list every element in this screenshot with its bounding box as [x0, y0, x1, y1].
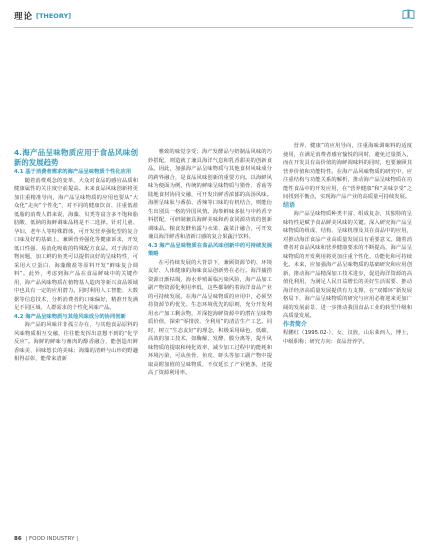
paragraph: 雅致的味觉享受；海产发酵品与奶制品风味的巧妙搭配，则造就了兼具海洋气息和乳香甜美的创新食品。因此，加强海产品呈味物质与其他食材风味成分的跨界融合，是食品风味创新的重要方向。以海鲜风味为便面为例，传统的鲜味呈味物质与猪骨、香菇等陆地食材协同交融，可开发出鲜香浓郁的高汤风味。海胆呈味肽与番茄、香辣等口味的有机结合，则能衍生出别具一格的异国风情。海参鲜味多肽与中药香辛料搭配，可研制兼具海鲜美味和药食同源功效的创新调味品。粮食发酵鱼露与水果、蔬菜汁融合，可开发兼具海洋鲜香和清新口感的复合果蔬汁饮料。: [148, 149, 272, 241]
paragraph: 营养、健康”的应用导向，注重海味调味料的适度使用，在满足消费者感官愉悦的同时，避免过量摄入，而在开发具有高价值的海鲜调味料的同时，也要兼顾其营养价值和功能特性。在海产品风味物质的研究中，应注重结构与功能关系的解析，推动海产品呈味物质在功能性食品中的开发应用，在“营养健康”和“美味享受”之间找到平衡点，实现海产品产业的高质量可持续发展。: [283, 143, 412, 201]
paragraph: 海产品呈味物质种类丰富、组成复杂，其独特的呈味特性是赋予食品鲜美风味的关键。深入研究海产品呈味物质的组成、结构、呈味机理及其在食品中的应用，对推动海洋食品产业高质量发展具有重要意义。随着消费者对食品风味和营养健康要求的不断提高，海产品呈味物质的开发利用将更加注重个性化、功能化和可持续化。未来，应加强海产品呈味物质的基础研究和应用创新，推动海产品精深加工技术进步，促进海洋资源的高值化利用，为满足人民日益增长的美好生活需要、推动海洋经济高质量发展提供有力支撑。在“双循环”新发展格局下，海产品呈味物质的研究与应用必将迎来更加广阔的发展前景，进一步推动我国食品工业的转型升级和高质量发展。: [283, 211, 412, 320]
conclusion-heading: 结语: [283, 201, 296, 209]
page-footer: [14, 536, 78, 542]
paragraph: 海产品的风味并非孤立存在，与其他食品原料的风味物质相互交融，往往能发挥出意想不到的“化学反应”。海鲜的鲜味与畜肉的醇香融合，能创造出鲜香味美、回味悠长的美味；海藻的清鲜与山珍的野趣相得益彰，能带来清新: [14, 322, 138, 363]
subheading-4-1: 4.1 基于消费者需求的海产品呈味物质个性化应用: [14, 169, 132, 175]
book-icon: [401, 8, 415, 20]
header-divider: [14, 27, 413, 28]
section-tag: [THEORY]: [36, 12, 72, 20]
paragraph: 在可持续发展的大背景下，兼顾资源节约、环境友好、人体健康的海味食品创新势在必行。海洋捕捞资源日渐枯竭，海水养殖面临污染风险，海产品加工副产物资源化利用率低，这些都制约着海洋食品产业的可持续发展。在海产品呈味物质的应用中，必须坚持资源节约优先、生态环境优先的原则，充分开发利用水产加工剩余物，并深挖海鲜资源中的潜在呈味物质价值，探索“零排放、全利用”的清洁生产工艺。同时，树立“生态友好”的理念，积极采用绿色、低碳、高效的加工技术，如酶解、发酵、膜分离等，提升风味物质的提取和纯化效率，减少加工过程中的能耗和环境污染，可从鱼骨、鱼皮、虾头等加工副产物中提取高附加值的呈味物质，不仅延长了产业链条，还提高了资源利用率。: [148, 259, 272, 377]
column-1: [14, 148, 138, 364]
subheading-4-2: 4.2 海产品呈味物质与其他风味成分的协同创新: [14, 313, 126, 320]
section-heading-4: 4.海产品呈味物质应用于食品风味创新的发展趋势: [14, 148, 138, 167]
page-header: [14, 8, 71, 24]
journal-name: | FOOD INDUSTRY |: [25, 536, 79, 542]
author-bio: 程鹏红（1995.02-），女，汉族，山东莱西人，博士，中级职称；研究方向：食品营养学。: [283, 330, 412, 345]
page-number: 86: [14, 536, 22, 542]
subheading-4-3: 4.3 海产品呈味物质在食品风味创新中的可持续发展策略: [148, 242, 272, 258]
section-title: 理论: [14, 12, 34, 22]
paragraph: 随着消费观念的变革，大众对食品的感官品质和健康属性的关注度空前提高。未来食品风味创新将更加注重精准导向，海产品呈味物质的应用也要从“大众化”走向“个性化”，对不同的健康饮食、注重低盐低脂的消费人群来说，海藻、贝类等富含多不饱和脂肪酸、低钠的海鲜调味品将是不二选择。针对儿童、孕妇、老年人等特殊群体，可开发营养强化型的复合口味及好的基础上，兼顾营养强化等健康诉求，开发低口性强、易消化吸收的特殊配方食品。对于海洋功物问题，加工鲜的鱼类可以提供良好的呈味特性，可采用大豆蛋白、海藻酸盐等原料开发“鲜味复合调料”。此外，考虑到海产品在食品鲜味中的关键作用，海产品风味物质在植物基人造肉等新兴食品领域中也具有一定的应用潜力。同时利用人工智能、大数据等信息技术，分析消费者的口味偏好，精准开发满足不同区域、人群需求的个性化风味产品。: [14, 177, 138, 312]
column-2: [148, 148, 272, 378]
author-heading: 作者简介: [283, 320, 308, 328]
column-3: [283, 142, 412, 346]
